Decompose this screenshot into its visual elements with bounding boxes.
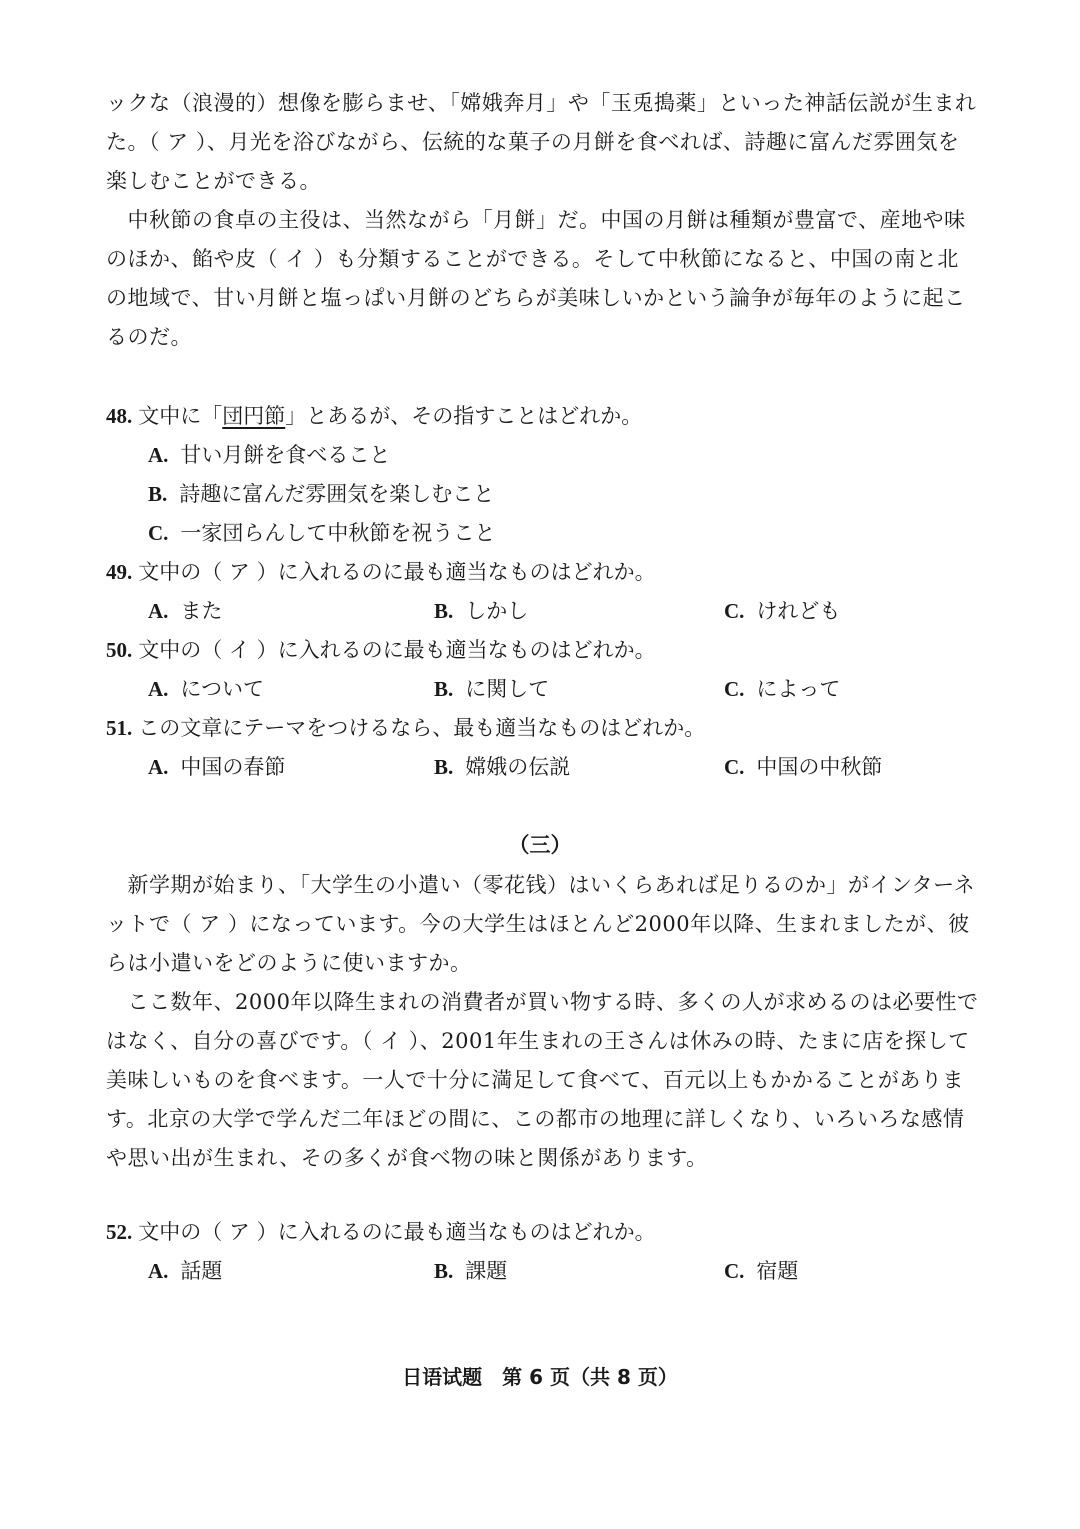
option-text: 詩趣に富んだ雰囲気を楽しむこと bbox=[179, 482, 495, 506]
passage-line: 美味しいものを食べます。一人で十分に満足して食べて、百元以上もかかることがありま bbox=[106, 1068, 964, 1092]
passage-line: ここ数年、2000年以降生まれの消費者が買い物する時、多くの人が求めるのは必要性で bbox=[106, 990, 979, 1014]
question-text-pre: 文中に「 bbox=[138, 404, 223, 428]
option-text: けれども bbox=[756, 599, 841, 623]
option-label: B. bbox=[434, 677, 454, 701]
question-number: 49. bbox=[106, 560, 133, 584]
passage-line: はなく、自分の喜びです。（ イ ）、2001年生まれの王さんは休みの時、たまに店を探して bbox=[106, 1029, 970, 1053]
option-label: B. bbox=[434, 1259, 454, 1283]
question-number: 52. bbox=[106, 1220, 133, 1244]
option-48-b[interactable] bbox=[148, 479, 494, 509]
question-48 bbox=[106, 401, 642, 431]
underlined-term: 団円節 bbox=[222, 404, 286, 428]
passage-line: た。（ ア ）、月光を浴びながら、伝統的な菓子の月餅を食べれば、詩趣に富んだ雰囲気を bbox=[106, 130, 960, 154]
option-text: によって bbox=[756, 677, 841, 701]
option-label: C. bbox=[724, 599, 745, 623]
question-text: 文中の（ イ ）に入れるのに最も適当なものはどれか。 bbox=[138, 638, 656, 662]
option-text: 中国の中秋節 bbox=[756, 755, 883, 779]
section-title: （三） bbox=[508, 832, 572, 857]
option-label: A. bbox=[148, 443, 169, 467]
option-text: 甘い月餅を食べること bbox=[180, 443, 391, 467]
option-text: また bbox=[180, 599, 223, 623]
passage-line: の地域で、甘い月餅と塩っぱい月餅のどちらが美味しいかという論争が毎年のように起こ bbox=[106, 286, 966, 310]
option-text: 嫦娥の伝説 bbox=[465, 755, 571, 779]
passage-line: 中秋節の食卓の主役は、当然ながら「月餅」だ。中国の月餅は種類が豊富で、産地や味 bbox=[106, 208, 966, 232]
option-52-a[interactable] bbox=[148, 1256, 222, 1286]
option-label: C. bbox=[724, 677, 745, 701]
option-label: B. bbox=[434, 599, 454, 623]
passage-line: ックな（浪漫的）想像を膨らませ、「嫦娥奔月」や「玉兎搗薬」といった神話伝説が生まれ bbox=[106, 91, 977, 115]
question-52 bbox=[106, 1217, 656, 1247]
option-text: 宿題 bbox=[756, 1259, 799, 1283]
option-50-c[interactable] bbox=[724, 674, 840, 704]
option-label: C. bbox=[148, 521, 169, 545]
option-label: A. bbox=[148, 677, 169, 701]
option-label: A. bbox=[148, 599, 169, 623]
option-52-c[interactable] bbox=[724, 1256, 798, 1286]
option-text: 中国の春節 bbox=[180, 755, 286, 779]
option-50-a[interactable] bbox=[148, 674, 264, 704]
option-51-c[interactable] bbox=[724, 752, 882, 782]
option-50-b[interactable] bbox=[434, 674, 549, 704]
option-text: 話題 bbox=[180, 1259, 223, 1283]
question-number: 51. bbox=[106, 716, 133, 740]
passage-line: るのだ。 bbox=[106, 325, 192, 349]
passage-line: らは小遣いをどのように使いますか。 bbox=[106, 951, 472, 975]
question-number: 48. bbox=[106, 404, 133, 428]
question-text: この文章にテーマをつけるなら、最も適当なものはどれか。 bbox=[138, 716, 706, 740]
option-text: について bbox=[180, 677, 265, 701]
passage-line: す。北京の大学で学んだ二年ほどの間に、この都市の地理に詳しくなり、いろいろな感情 bbox=[106, 1107, 965, 1131]
option-label: A. bbox=[148, 755, 169, 779]
passage-line: や思い出が生まれ、その多くが食べ物の味と関係があります。 bbox=[106, 1146, 708, 1170]
option-label: B. bbox=[434, 755, 454, 779]
option-52-b[interactable] bbox=[434, 1256, 507, 1286]
option-label: C. bbox=[724, 1259, 745, 1283]
question-text: 文中の（ ア ）に入れるのに最も適当なものはどれか。 bbox=[138, 1220, 656, 1244]
question-text-post: 」とあるが、その指すことはどれか。 bbox=[285, 404, 643, 428]
option-49-a[interactable] bbox=[148, 596, 222, 626]
option-label: B. bbox=[148, 482, 168, 506]
option-51-a[interactable] bbox=[148, 752, 285, 782]
option-49-b[interactable] bbox=[434, 596, 528, 626]
question-text: 文中の（ ア ）に入れるのに最も適当なものはどれか。 bbox=[138, 560, 656, 584]
page-footer: 日语试题 第 6 页（共 8 页） bbox=[402, 1365, 678, 1389]
question-51 bbox=[106, 713, 705, 743]
option-48-a[interactable] bbox=[148, 440, 390, 470]
option-label: A. bbox=[148, 1259, 169, 1283]
question-49 bbox=[106, 557, 656, 587]
option-text: しかし bbox=[465, 599, 529, 623]
option-text: 課題 bbox=[465, 1259, 508, 1283]
option-49-c[interactable] bbox=[724, 596, 840, 626]
passage-line: のほか、餡や皮（ イ ）も分類することができる。そして中秋節になると、中国の南と北 bbox=[106, 247, 959, 271]
passage-line: ットで（ ア ）になっています。今の大学生はほとんど2000年以降、生まれましたが、彼 bbox=[106, 912, 970, 936]
passage-line: 新学期が始まり、「大学生の小遣い（零花钱）はいくらあれば足りるのか」がインターネ bbox=[106, 873, 976, 897]
option-51-b[interactable] bbox=[434, 752, 570, 782]
option-label: C. bbox=[724, 755, 745, 779]
question-number: 50. bbox=[106, 638, 133, 662]
option-48-c[interactable] bbox=[148, 518, 495, 548]
option-text: 一家団らんして中秋節を祝うこと bbox=[180, 521, 496, 545]
question-50 bbox=[106, 635, 656, 665]
option-text: に関して bbox=[465, 677, 550, 701]
passage-line: 楽しむことができる。 bbox=[106, 169, 321, 193]
